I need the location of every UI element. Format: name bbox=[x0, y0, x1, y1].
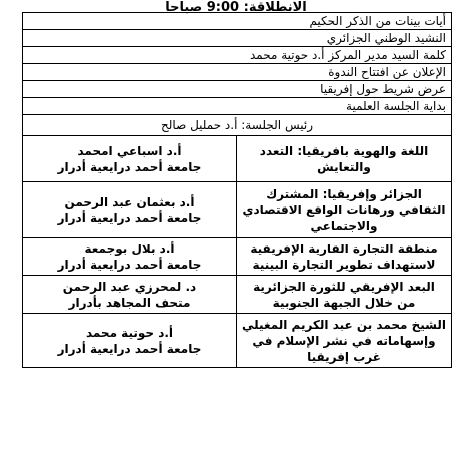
opening-item-director-speech: كلمة السيد مدير المركز أ.د حوتية محمد bbox=[23, 47, 452, 64]
talk-speaker bbox=[23, 182, 237, 238]
talk-topic: منطقة التجارة القارية الإفريقية لاستهداف تطوير التجارة البينية bbox=[237, 238, 452, 276]
talk-topic: البعد الإفريقي للثورة الجزائرية من خلال الجبهة الجنوبية bbox=[237, 276, 452, 314]
start-time-title: الانطلاقة: 9:00 صباحا bbox=[165, 0, 307, 15]
speaker-name: أ.د حوتية محمد bbox=[85, 325, 174, 340]
speaker-affiliation: متحف المجاهد بأدرار bbox=[68, 295, 191, 310]
speaker-name: أ.د بعثمان عبد الرحمن bbox=[64, 194, 195, 209]
speaker-affiliation: جامعة أحمد درايعية أدرار bbox=[57, 159, 202, 174]
opening-item-anthem: النشيد الوطني الجزائري bbox=[23, 30, 452, 47]
speaker-name: أ.د اسباعي امحمد bbox=[77, 143, 182, 158]
talk-speaker bbox=[23, 276, 237, 314]
talk-topic: اللغة والهوية بافريقيا: التعدد والتعايش bbox=[237, 136, 452, 182]
program-table bbox=[22, 12, 452, 368]
opening-item-film: عرض شريط حول إفريقيا bbox=[23, 81, 452, 98]
opening-item-session-start: بداية الجلسة العلمية bbox=[23, 98, 452, 115]
opening-item-announcement: الإعلان عن افتتاح الندوة bbox=[23, 64, 452, 81]
talk-speaker bbox=[23, 136, 237, 182]
talk-speaker bbox=[23, 238, 237, 276]
opening-item-quran: أيات بينات من الذكر الحكيم bbox=[23, 13, 452, 30]
speaker-name: أ.د بلال بوجمعة bbox=[84, 241, 175, 256]
talk-topic: الجزائر وإفريقيا: المشترك الثقافي ورهانات الواقع الاقتصادي والاجتماعي bbox=[237, 182, 452, 238]
session-chair: رئيس الجلسة: أ.د حمليل صالح bbox=[23, 115, 452, 136]
talk-topic: الشيخ محمد بن عبد الكريم المغيلي وإسهاماته في نشر الإسلام في غرب إفريقيا bbox=[237, 314, 452, 368]
talk-speaker bbox=[23, 314, 237, 368]
speaker-affiliation: جامعة أحمد درايعية أدرار bbox=[57, 341, 202, 356]
speaker-name: د. لمحرزي عبد الرحمن bbox=[62, 279, 197, 294]
speaker-affiliation: جامعة أحمد درايعية أدرار bbox=[57, 210, 202, 225]
speaker-affiliation: جامعة أحمد درايعية أدرار bbox=[57, 257, 202, 272]
